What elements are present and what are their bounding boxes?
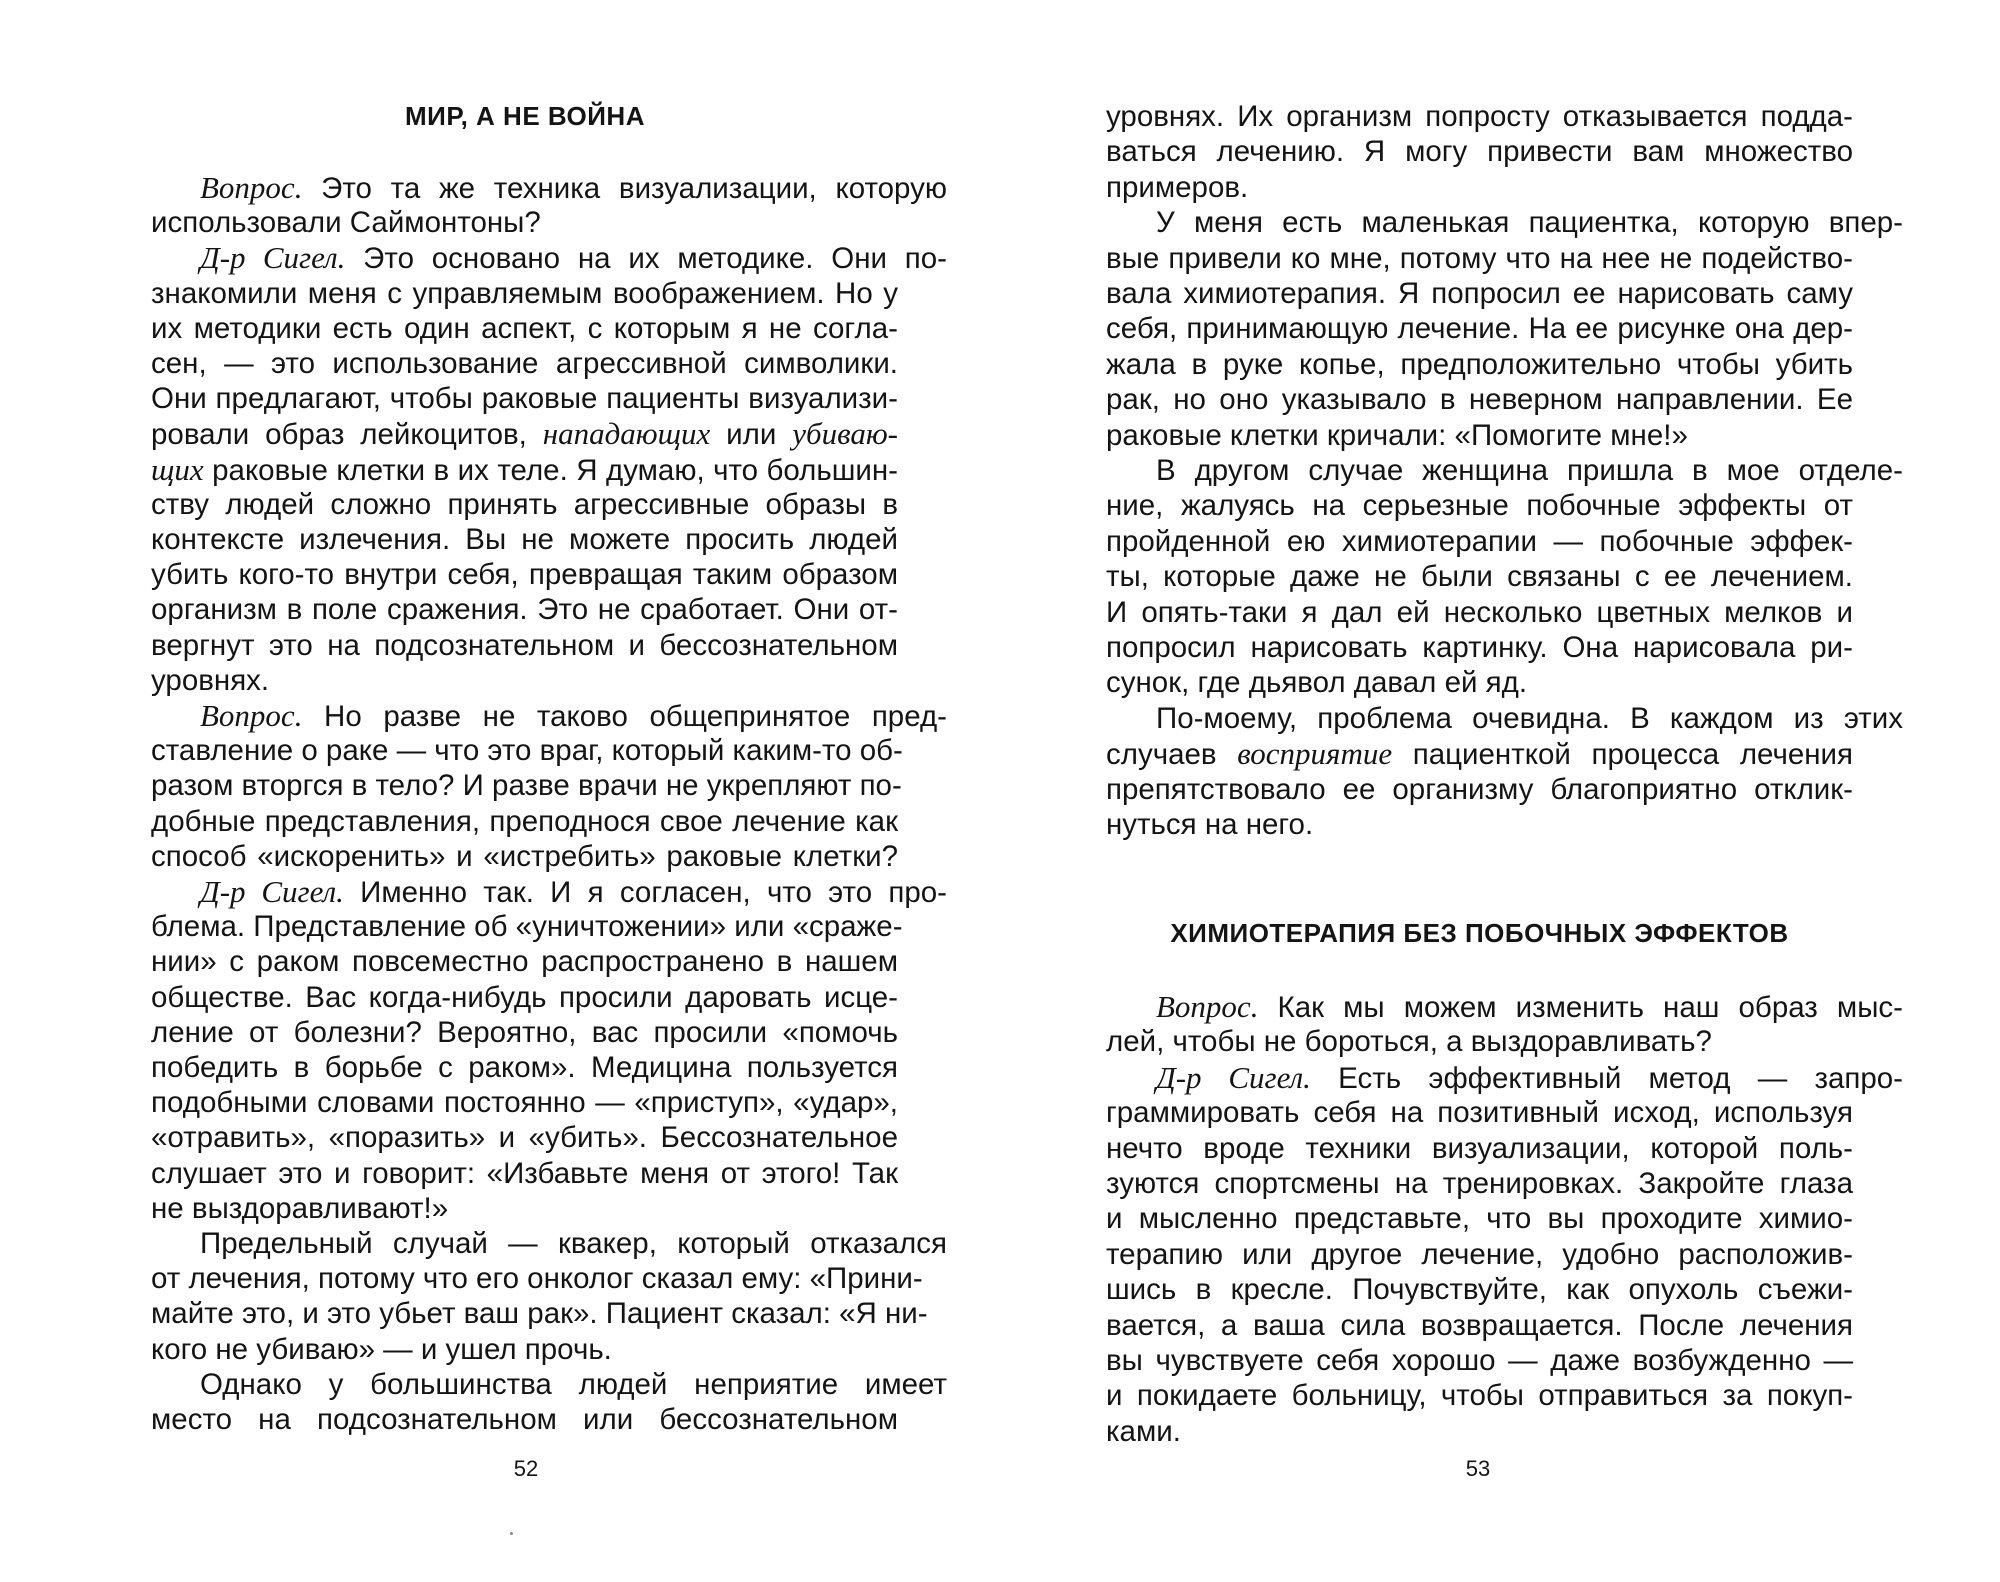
text-line <box>151 733 903 769</box>
text-line <box>1106 1237 1853 1273</box>
text-line <box>1106 1308 1853 1344</box>
text-run: нечто вроде техники визуализации, которой поль- <box>1106 1131 1853 1165</box>
text-line <box>151 487 898 523</box>
italic-text: восприятие <box>1237 736 1393 772</box>
text-run: знакомили меня с управляемым воображением. Но у <box>151 276 898 310</box>
italic-text: нападающих <box>542 416 711 452</box>
text-run: вала химиотерапия. Я попросил ее нарисовать саму <box>1106 277 1853 310</box>
text-run: организм в поле сражения. Это не сработает. Они от- <box>151 593 898 627</box>
text-run: ству людей сложно принять агрессивные образы в <box>151 487 898 521</box>
text-run: разом вторгся в тело? И разве врачи не укрепляют по- <box>151 769 902 803</box>
text-run: сен, — это использование агрессивной символики. <box>151 347 898 380</box>
paper-speck <box>510 1532 513 1535</box>
text-run: И опять-таки я дал ей несколько цветных мелков и <box>1106 595 1853 629</box>
text-run: использовали Саймонтоны? <box>151 206 541 240</box>
text-run: ление от болезни? Вероятно, вас просили «помочь <box>151 1015 898 1049</box>
text-run: вые привели ко мне, потому что на нее не подейство- <box>1106 241 1853 275</box>
text-line <box>151 1050 898 1086</box>
text-line <box>151 381 898 417</box>
text-run: примеров. <box>1106 170 1249 204</box>
text-line <box>151 663 898 699</box>
text-line <box>151 1296 928 1332</box>
text-run: вается, а ваша сила возвращается. После лечения <box>1106 1308 1853 1342</box>
text-run: ты, которые даже не были связаны с ее лечением. <box>1106 560 1853 594</box>
text-line <box>151 1015 898 1051</box>
text-run: не выздоравливают!» <box>151 1191 449 1225</box>
text-line <box>1106 1201 1853 1237</box>
italic-text: Вопрос. <box>200 698 303 733</box>
text-run: блема. Представление об «уничтожении» или «сраже- <box>151 910 903 944</box>
text-line <box>1106 736 1853 772</box>
text-run: Это та же техника визуализации, которую <box>302 172 947 205</box>
text-line <box>1106 1131 1853 1167</box>
chapter-heading-left: МИР, А НЕ ВОЙНА <box>405 101 645 131</box>
text-line <box>1156 989 1903 1025</box>
text-line <box>151 768 902 804</box>
text-run: зуются спортсмены на тренировках. Закройте глаза <box>1106 1167 1853 1200</box>
text-run: майте это, и это убьет ваш рак». Пациент сказал: «Я ни- <box>151 1297 928 1331</box>
text-line <box>1156 205 1903 241</box>
text-line <box>1106 134 1853 170</box>
italic-text: Д-р Сигел. <box>200 240 346 276</box>
text-run: от лечения, потому что его онколог сказал ему: «Прини- <box>151 1262 923 1296</box>
text-line <box>1106 241 1853 277</box>
text-line <box>151 1261 923 1297</box>
text-line <box>1106 1024 1853 1060</box>
text-run: или <box>710 418 793 452</box>
right-page <box>1000 0 2000 1582</box>
text-line <box>151 346 898 382</box>
text-line <box>1106 524 1853 560</box>
text-run: место на подсознательном или бессознательном <box>151 1403 898 1436</box>
text-line <box>1106 99 1853 135</box>
text-line <box>1106 1343 1853 1379</box>
text-line <box>1106 170 1853 206</box>
italic-text: щих <box>151 451 204 487</box>
text-line <box>200 1226 947 1262</box>
text-line <box>151 557 898 593</box>
text-line <box>1106 418 1853 454</box>
text-line <box>1106 595 1853 631</box>
text-run: убить кого-то внутри себя, превращая таким образом <box>151 558 898 592</box>
text-line <box>151 1085 898 1121</box>
text-run: добные представления, преподнося свое лечение как <box>151 804 898 838</box>
text-run: случаев <box>1106 738 1238 772</box>
section-heading-right: ХИМИОТЕРАПИЯ БЕЗ ПОБОЧНЫХ ЭФФЕКТОВ <box>1170 918 1789 948</box>
text-line <box>151 628 898 664</box>
text-line <box>1156 1060 1903 1096</box>
text-run: раковые клетки в их теле. Я думаю, что большин- <box>203 453 898 487</box>
text-line <box>151 839 898 875</box>
text-run: жала в руке копье, предположительно чтобы убить <box>1106 347 1853 381</box>
italic-text: Д-р Сигел. <box>200 874 344 909</box>
text-run: ние, жалуясь на серьезные побочные эффекты от <box>1106 489 1853 523</box>
text-run: и покидаете больницу, чтобы отправиться за покуп- <box>1106 1379 1853 1413</box>
text-run: нуться на него. <box>1106 808 1314 841</box>
text-run: обществе. Вас когда-нибудь просили даровать исце- <box>151 980 898 1014</box>
text-run: У меня есть маленькая пациентка, которую впер- <box>1156 206 1903 240</box>
text-run: В другом случае женщина пришла в мое отделе- <box>1156 454 1903 487</box>
text-line <box>151 944 898 980</box>
text-run: и мысленно представьте, что вы проходите химио- <box>1106 1202 1853 1236</box>
text-line <box>151 522 898 558</box>
text-run: Они предлагают, чтобы раковые пациенты визуализи- <box>151 382 898 416</box>
page-number-left: 52 <box>513 1456 539 1481</box>
text-run: ровали образ лейкоцитов, <box>151 418 543 452</box>
text-line <box>200 170 947 206</box>
text-line <box>1106 276 1853 312</box>
text-line <box>151 1191 898 1227</box>
text-line <box>1106 382 1853 418</box>
text-line <box>1106 347 1853 383</box>
text-run: Однако у большинства людей неприятие имеет <box>200 1367 947 1401</box>
text-run: По-моему, проблема очевидна. В каждом из этих <box>1156 701 1903 735</box>
text-run: победить в борьбе с раком». Медицина пользуется <box>151 1051 898 1084</box>
text-line <box>151 1156 898 1192</box>
text-line <box>1106 1378 1853 1414</box>
page-number-right: 53 <box>1465 1456 1491 1481</box>
text-line <box>1106 665 1853 701</box>
text-run: уровнях. <box>151 663 270 697</box>
text-run: Именно так. И я согласен, что это про- <box>343 876 947 909</box>
text-line <box>151 311 898 347</box>
text-line <box>200 240 947 276</box>
text-line <box>151 276 898 312</box>
text-line <box>151 1332 898 1368</box>
italic-text: убиваю- <box>792 416 898 452</box>
text-run: рак, но оно указывало в неверном направлении. Ее <box>1106 383 1853 417</box>
text-run: подобными словами постоянно — «приступ», «удар», <box>151 1086 898 1120</box>
text-line <box>151 804 898 840</box>
text-line <box>200 1367 947 1403</box>
text-line <box>151 592 898 628</box>
text-run: Это основано на их методике. Они по- <box>345 242 947 276</box>
text-line <box>1156 701 1903 737</box>
text-run: ками. <box>1106 1414 1181 1448</box>
text-line <box>1106 1166 1853 1202</box>
text-run: контексте излечения. Вы не можете просить людей <box>151 523 898 556</box>
text-run: «отравить», «поразить» и «убить». Бессознательное <box>151 1121 898 1155</box>
text-line <box>151 980 898 1016</box>
text-run: попросил нарисовать картинку. Она нарисовала ри- <box>1106 631 1853 664</box>
text-run: слушает это и говорит: «Избавьте меня от этого! Так <box>151 1156 898 1190</box>
text-run: их методики есть один аспект, с которым я не согла- <box>151 311 898 345</box>
text-run: ваться лечению. Я могу привести вам множество <box>1106 135 1853 169</box>
text-line <box>151 1402 898 1438</box>
text-run: Есть эффективный метод — запро- <box>1310 1061 1904 1095</box>
text-line <box>200 874 947 910</box>
text-run: нии» с раком повсеместно распространено в нашем <box>151 945 898 979</box>
text-line <box>1106 311 1853 347</box>
text-line <box>1106 488 1853 524</box>
text-line <box>151 909 903 945</box>
text-run: способ «искоренить» и «истребить» раковые клетки? <box>151 839 898 873</box>
italic-text: Д-р Сигел. <box>1156 1059 1311 1095</box>
text-run: терапию или другое лечение, удобно расположив- <box>1106 1237 1853 1271</box>
text-line <box>1106 1272 1853 1308</box>
text-line <box>1106 559 1853 595</box>
text-line <box>1106 1095 1853 1131</box>
text-run: сунок, где дьявол давал ей яд. <box>1106 666 1528 700</box>
text-line <box>1106 630 1853 666</box>
text-run: вергнут это на подсознательном и бессознательном <box>151 628 898 662</box>
text-line <box>200 698 947 734</box>
text-run: пройденной ею химиотерапии — побочные эффек- <box>1106 524 1853 558</box>
text-line <box>1106 1414 1853 1450</box>
italic-text: Вопрос. <box>200 170 303 205</box>
text-run: пациенткой процесса лечения <box>1392 738 1853 772</box>
text-run: граммировать себя на позитивный исход, используя <box>1106 1096 1853 1130</box>
text-line <box>151 205 898 241</box>
text-run: Как мы можем изменить наш образ мыс- <box>1258 991 1903 1024</box>
text-line <box>1156 453 1903 489</box>
text-run: кого не убиваю» — и ушел прочь. <box>151 1332 612 1366</box>
text-run: Но разве не таково общепринятое пред- <box>302 700 947 733</box>
text-line <box>1106 807 1853 843</box>
text-run: себя, принимающую лечение. На ее рисунке она дер- <box>1106 312 1853 346</box>
text-run: раковые клетки кричали: «Помогите мне!» <box>1106 418 1688 452</box>
text-line <box>1106 772 1853 808</box>
text-run: препятствовало ее организму благоприятно отклик- <box>1106 772 1853 806</box>
text-run: шись в кресле. Почувствуйте, как опухоль съежи- <box>1106 1273 1853 1307</box>
text-line <box>151 416 898 452</box>
text-line <box>151 1120 898 1156</box>
text-run: лей, чтобы не бороться, а выздоравливать? <box>1106 1025 1712 1059</box>
text-run: ставление о раке — что это враг, который каким-то об- <box>151 734 903 768</box>
text-run: вы чувствуете себя хорошо — даже возбужденно — <box>1106 1344 1853 1377</box>
text-run: уровнях. Их организм попросту отказывается подда- <box>1106 100 1853 133</box>
text-run: Предельный случай — квакер, который отказался <box>200 1227 947 1260</box>
italic-text: Вопрос. <box>1156 989 1259 1024</box>
text-line <box>151 452 898 488</box>
